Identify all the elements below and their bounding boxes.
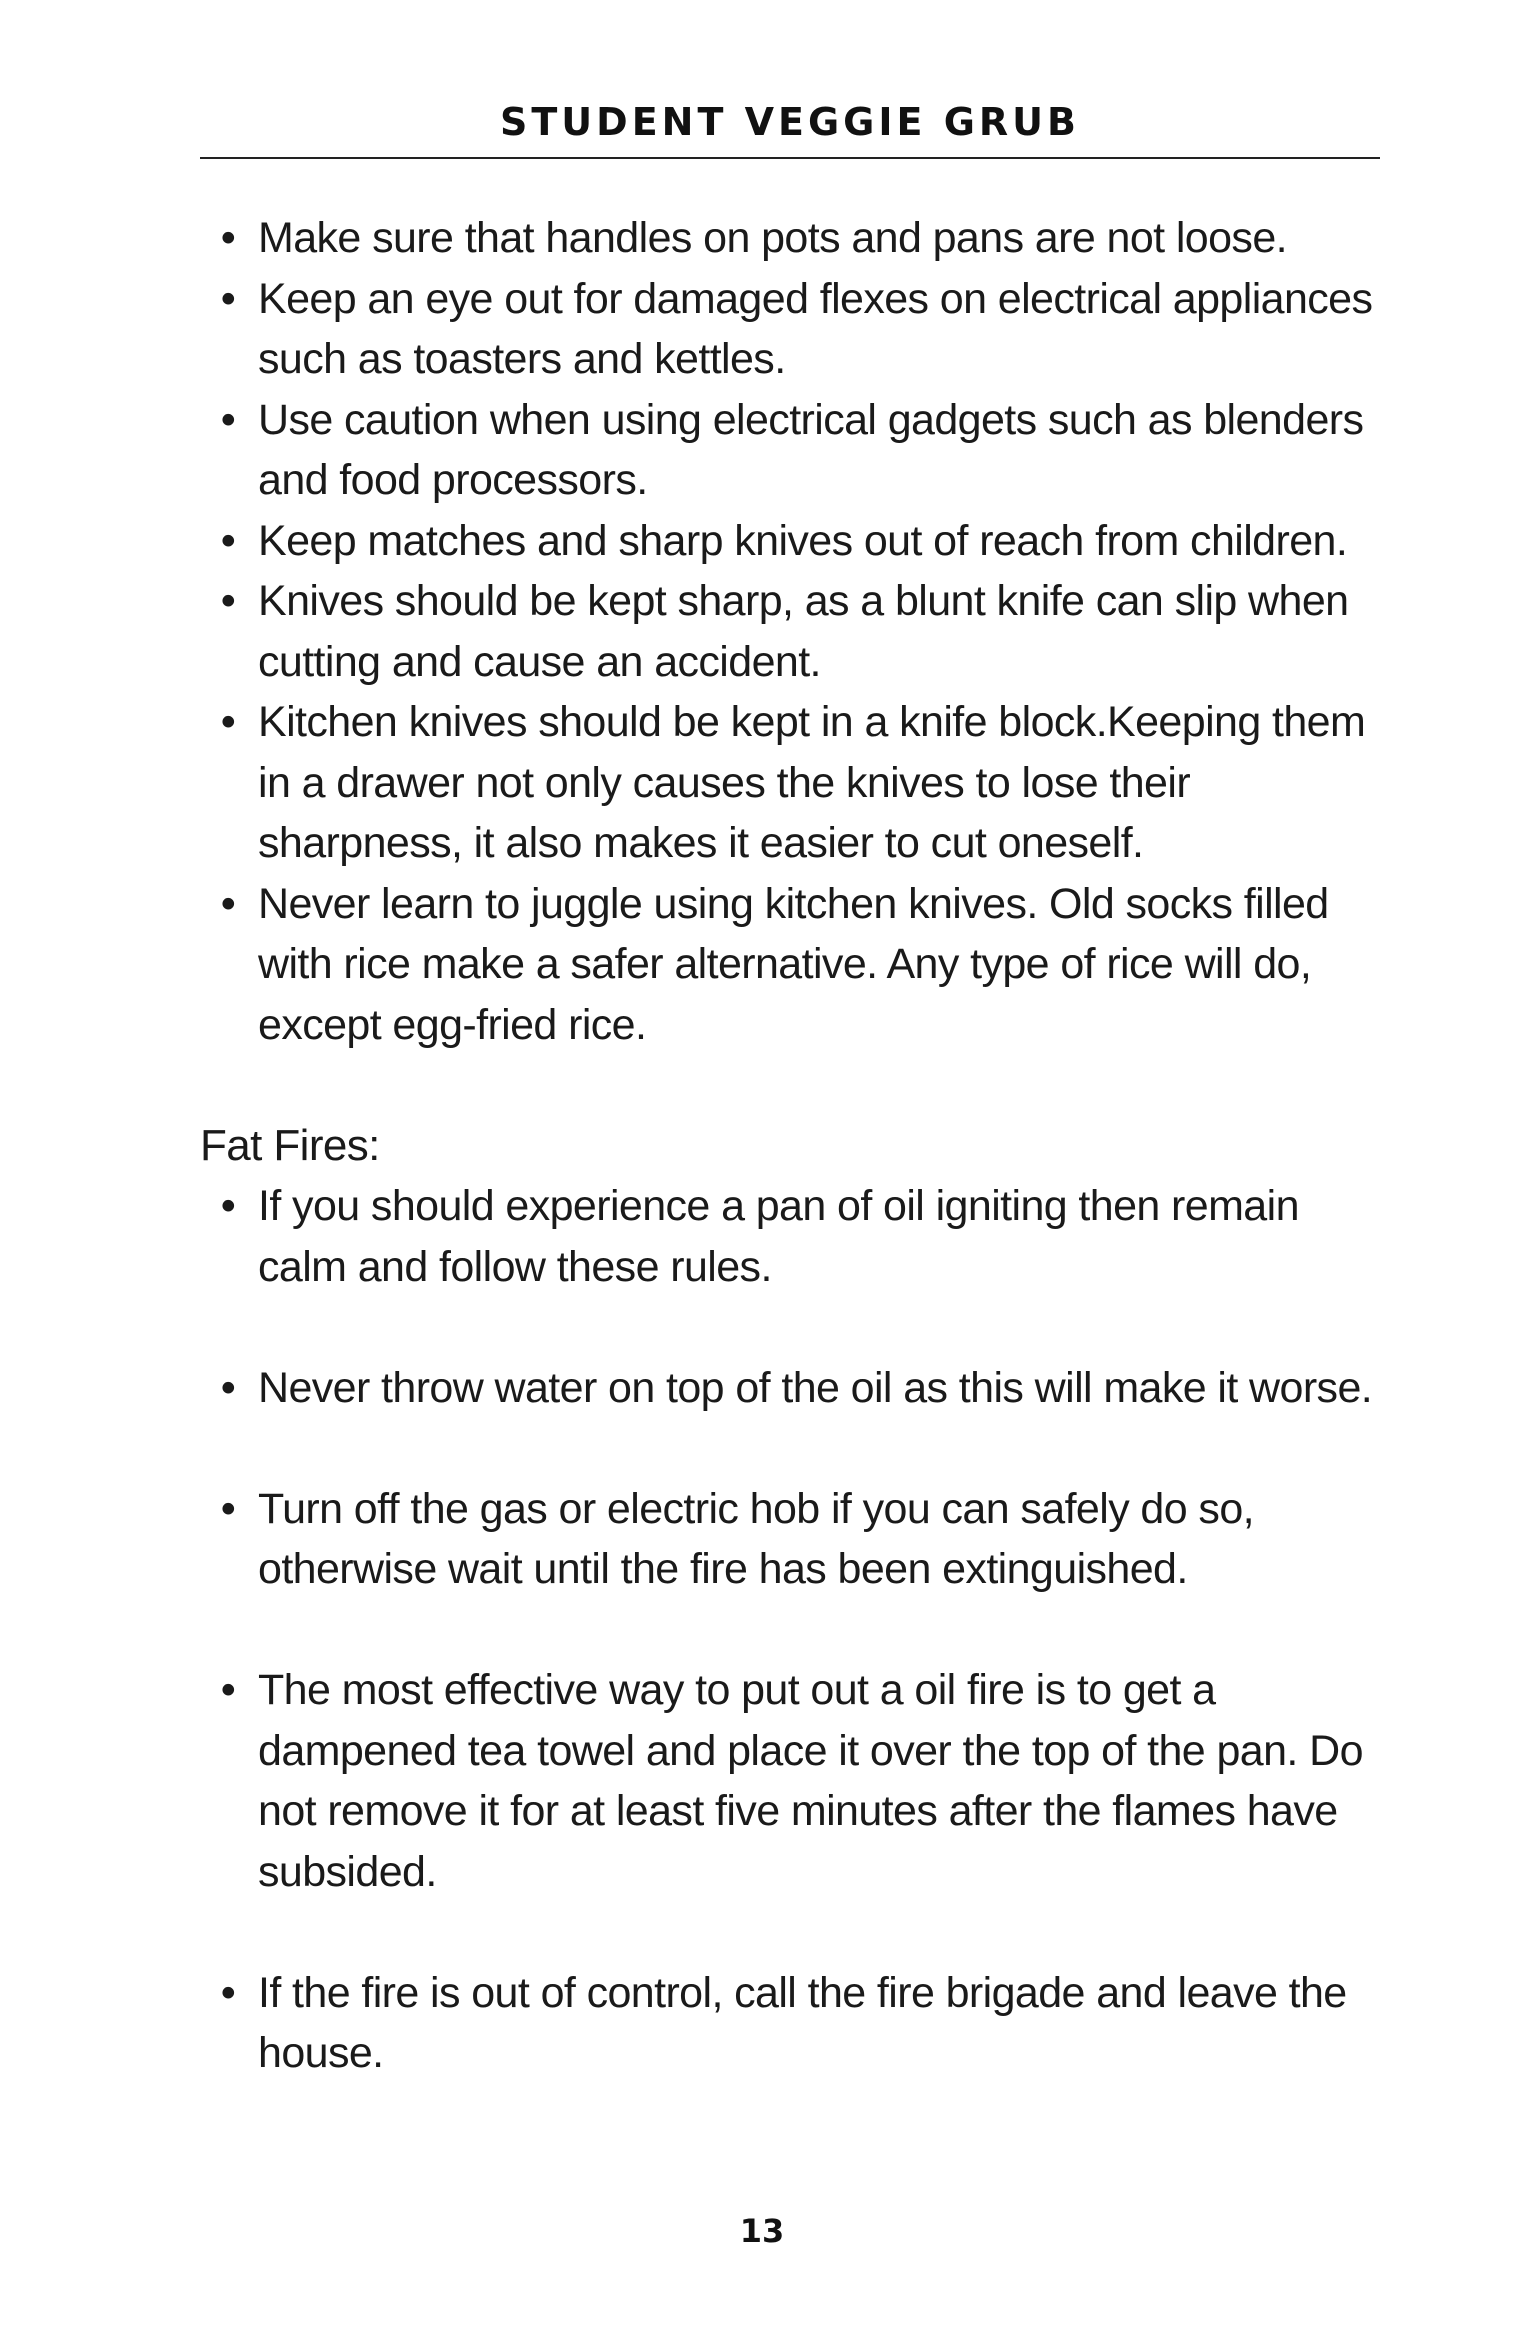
list-item: [200, 1176, 1380, 1297]
list-item: [200, 208, 1380, 269]
list-item: [200, 1479, 1380, 1600]
page-number: 13: [739, 2212, 785, 2250]
list-item-text: Knives should be kept sharp, as a blunt knife can slip when cutting and cause an accident.: [258, 577, 1349, 686]
list-item: [200, 874, 1380, 1056]
header-rule: [200, 157, 1380, 159]
fat-fires-heading: Fat Fires:: [200, 1120, 380, 1170]
bullet-icon: •: [220, 395, 236, 444]
bullet-icon: •: [220, 1182, 236, 1230]
bullet-icon: •: [220, 1968, 236, 2017]
list-item: [200, 511, 1380, 572]
list-item: [200, 692, 1380, 874]
bullet-icon: •: [220, 1484, 236, 1533]
list-item-text: Make sure that handles on pots and pans are not loose.: [258, 214, 1287, 262]
list-item: [200, 1963, 1380, 2084]
bullet-icon: •: [220, 879, 236, 928]
list-item: [200, 390, 1380, 511]
list-item-text: Kitchen knives should be kept in a knife block.Keeping them in a drawer not only causes the knives to lose their sharpness, it also makes it easier to cut oneself.: [258, 698, 1366, 867]
bullet-icon: •: [220, 698, 236, 746]
list-item-text: The most effective way to put out a oil fire is to get a dampened tea towel and place it over the top of the pan. Do not remove it for at least five minutes after the flames have subsided.: [258, 1666, 1363, 1896]
list-item-text: Never throw water on top of the oil as this will make it worse.: [258, 1363, 1373, 1412]
bullet-icon: •: [220, 1666, 236, 1714]
list-item: [200, 1358, 1380, 1419]
bullet-icon: •: [220, 214, 236, 262]
bullet-icon: •: [220, 274, 236, 323]
bullet-icon: •: [220, 516, 236, 565]
fat-fires-list: [200, 1176, 1380, 2084]
list-item-text: Use caution when using electrical gadgets such as blenders and food processors.: [258, 395, 1364, 504]
list-item-text: Keep an eye out for damaged flexes on electrical appliances such as toasters and kettles.: [258, 274, 1373, 383]
bullet-icon: •: [220, 577, 236, 625]
page-body: [200, 208, 1380, 2084]
list-item-text: Never learn to juggle using kitchen knives. Old socks filled with rice make a safer alternative. Any type of rice will do, except egg-fried rice.: [258, 879, 1329, 1049]
list-item-text: If you should experience a pan of oil igniting then remain calm and follow these rules.: [258, 1182, 1299, 1291]
bullet-icon: •: [220, 1363, 236, 1412]
list-item: [200, 269, 1380, 390]
list-item: [200, 1660, 1380, 1902]
list-item: [200, 571, 1380, 692]
list-item-text: Keep matches and sharp knives out of reach from children.: [258, 516, 1348, 565]
running-header-title: STUDENT VEGGIE GRUB: [500, 100, 1080, 144]
list-item-text: If the fire is out of control, call the fire brigade and leave the house.: [258, 1968, 1347, 2077]
kitchen-safety-list: [200, 208, 1380, 1055]
list-item-text: Turn off the gas or electric hob if you can safely do so, otherwise wait until the fire has been extinguished.: [258, 1484, 1254, 1593]
